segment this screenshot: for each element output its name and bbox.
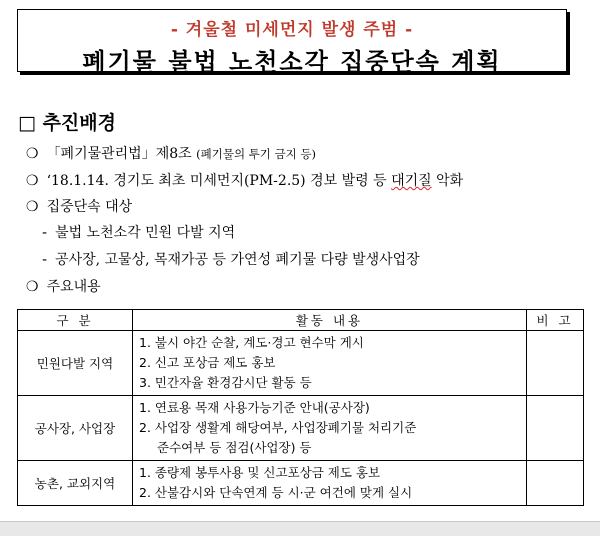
table-row (18, 461, 584, 506)
horizontal-scrollbar[interactable] (0, 521, 600, 536)
sub-bullet-text: 공사장, 고물상, 목재가공 등 가연성 폐기물 다량 발생사업장 (55, 252, 420, 268)
row-activities (133, 331, 527, 396)
sub-bullet-line (42, 249, 420, 269)
activity-item: 1. 종량제 봉투사용 및 신고포상금 제도 홍보 (139, 465, 381, 480)
bullet-line (26, 170, 463, 190)
activity-item: 1. 불시 야간 순찰, 계도·경고 현수막 게시 (139, 335, 364, 350)
row-category: 공사장, 사업장 (18, 396, 133, 461)
bullet-line (26, 143, 316, 163)
sub-bullet-text: 불법 노천소각 민원 다발 지역 (55, 225, 236, 241)
bullet-text-end: 악화 (431, 173, 464, 189)
bullet-text: ‘18.1.14. 경기도 최초 미세먼지(PM-2.5) 경보 발령 등 (46, 173, 392, 189)
section-heading (18, 108, 116, 135)
bullet-note: (폐기물의 투기 금지 등) (196, 147, 317, 161)
activity-item: 1. 연료용 목재 사용가능기준 안내(공사장) (139, 400, 370, 415)
activity-item: 2. 산불감시와 단속연계 등 시·군 여건에 맞게 실시 (139, 485, 413, 500)
activity-table (17, 309, 584, 506)
row-note (527, 396, 584, 461)
subtitle: - 겨울철 미세먼지 발생 주범 - (170, 20, 414, 40)
header-activity: 활동 내용 (133, 310, 527, 331)
table-header-row (18, 310, 584, 331)
page-title: 폐기물 불법 노천소각 집중단속 계획 (82, 47, 502, 76)
row-activities (133, 461, 527, 506)
bullet-text: 주요내용 (46, 279, 101, 295)
header-category: 구 분 (18, 310, 133, 331)
circle-bullet-icon: ❍ (26, 279, 39, 295)
row-note (527, 331, 584, 396)
table-row (18, 396, 584, 461)
circle-bullet-icon: ❍ (26, 173, 39, 189)
header-note: 비 고 (527, 310, 584, 331)
table-row (18, 331, 584, 396)
dash-bullet-icon: - (42, 225, 48, 241)
activity-item-continued: 준수여부 등 점검(사업장) 등 (157, 440, 312, 455)
circle-bullet-icon: ❍ (26, 146, 39, 162)
circle-bullet-icon: ❍ (26, 199, 39, 215)
activity-item: 2. 사업장 생활계 해당여부, 사업장폐기물 처리기준 (139, 420, 417, 435)
row-activities (133, 396, 527, 461)
checkbox-square-icon: □ (18, 112, 36, 134)
row-category: 민원다발 지역 (18, 331, 133, 396)
row-note (527, 461, 584, 506)
activity-item: 3. 민간자율 환경감시단 활동 등 (139, 375, 312, 390)
spell-check-word: 대기질 (391, 173, 432, 189)
sub-bullet-line (42, 222, 235, 242)
dash-bullet-icon: - (42, 252, 48, 268)
activity-item: 2. 신고 포상금 제도 홍보 (139, 355, 276, 370)
row-category: 농촌, 교외지역 (18, 461, 133, 506)
title-box (17, 9, 567, 76)
bullet-text: 「폐기물관리법」제8조 (46, 146, 192, 162)
bullet-text: 집중단속 대상 (46, 199, 133, 215)
section-heading-text: 추진배경 (42, 112, 116, 134)
bullet-line (26, 276, 101, 296)
bullet-line (26, 196, 132, 216)
